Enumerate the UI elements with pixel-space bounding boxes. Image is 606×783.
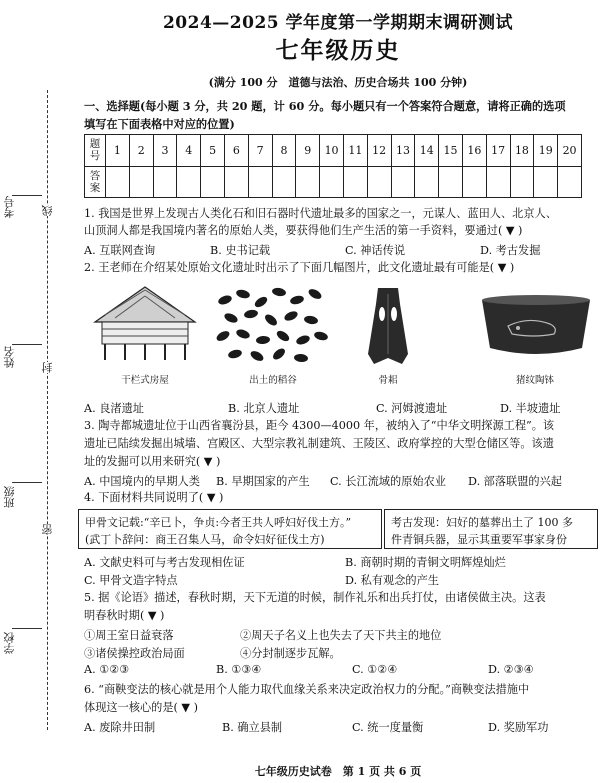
q3-option-a[interactable]: A. 中国境内的早期人类: [84, 475, 200, 488]
qnum-cell: 16: [462, 135, 486, 167]
answer-cell[interactable]: [129, 166, 153, 198]
qnum-cell: 5: [201, 135, 225, 167]
answer-cell[interactable]: [320, 166, 344, 198]
q5-stem-1: 5. 据《论语》描述，春秋时期，天下无道的时候，制作礼乐和出兵打仗，由诸侯做主决。这表: [84, 591, 546, 604]
qnum-cell: 8: [272, 135, 296, 167]
row-label-answer: 答案: [85, 166, 106, 198]
q5-item-2: ②周天子名义上也失去了天下共主的地位: [240, 629, 442, 642]
margin-label-line: 线: [41, 205, 54, 216]
exam-no-blank: [12, 195, 42, 196]
q1-option-a[interactable]: A. 互联网查询: [84, 244, 156, 257]
margin-label-school: 学校: [3, 632, 16, 654]
answer-table-answer-row: [85, 166, 582, 198]
qnum-cell: 1: [106, 135, 130, 167]
rice-grains-image: [213, 282, 333, 366]
qnum-cell: 17: [486, 135, 510, 167]
q4-material-box-1: [78, 509, 382, 549]
answer-cell[interactable]: [177, 166, 201, 198]
answer-table-number-row: [85, 135, 582, 167]
margin-label-secret: 密: [41, 524, 54, 535]
answer-cell[interactable]: [272, 166, 296, 198]
answer-cell[interactable]: [439, 166, 463, 198]
q1-option-c[interactable]: C. 神话传说: [345, 244, 406, 257]
answer-cell[interactable]: [462, 166, 486, 198]
qnum-cell: 10: [320, 135, 344, 167]
answer-cell[interactable]: [343, 166, 367, 198]
q6-option-b[interactable]: B. 确立县制: [222, 721, 283, 734]
answer-cell[interactable]: [296, 166, 320, 198]
caption-bone-spade: 骨耜: [378, 375, 398, 386]
margin-label-exam-no: 考号: [3, 196, 16, 218]
q1-option-b[interactable]: B. 史书记载: [210, 244, 271, 257]
q5-option-b[interactable]: B. ①③④: [216, 663, 262, 676]
answer-cell[interactable]: [201, 166, 225, 198]
answer-cell[interactable]: [534, 166, 558, 198]
q5-item-4: ④分封制逐步瓦解。: [240, 647, 341, 660]
qnum-cell: 6: [224, 135, 248, 167]
caption-rice-grains: 出土的稻谷: [249, 375, 297, 386]
seal-line: [47, 90, 48, 730]
stilt-house-image: [90, 282, 200, 364]
pig-pottery-image: [478, 290, 594, 360]
q5-item-3: ③诸侯操控政治局面: [84, 647, 185, 660]
section-instructions-2: 填写在下面表格中对应的位置): [84, 117, 235, 131]
answer-cell[interactable]: [106, 166, 130, 198]
q3-stem-3: 址的发掘可以用来研究( ▼ ): [84, 455, 221, 468]
qnum-cell: 19: [534, 135, 558, 167]
q6-stem-2: 体现这一核心的是( ▼ ): [84, 701, 198, 714]
q6-option-a[interactable]: A. 废除井田制: [84, 721, 156, 734]
q4-option-b[interactable]: B. 商朝时期的青铜文明辉煌灿烂: [345, 556, 506, 569]
qnum-cell: 12: [367, 135, 391, 167]
exam-note: (满分 100 分 道德与法治、历史合场共 100 分钟): [208, 76, 468, 89]
qnum-cell: 3: [153, 135, 177, 167]
q5-stem-2: 明春秋时期( ▼ ): [84, 609, 165, 622]
q2-option-b[interactable]: B. 北京人遗址: [228, 402, 300, 415]
answer-cell[interactable]: [367, 166, 391, 198]
q4-option-c[interactable]: C. 甲骨文造字特点: [84, 574, 178, 587]
q2-option-d[interactable]: D. 半坡遗址: [500, 402, 561, 415]
exam-title: 2024—2025 学年度第一学期期末调研测试: [162, 13, 514, 33]
q2-stem: 2. 王老师在介绍某处原始文化遗址时出示了下面几幅图片，此文化遗址最有可能是( ▼ ): [84, 261, 515, 274]
qnum-cell: 4: [177, 135, 201, 167]
qnum-cell: 9: [296, 135, 320, 167]
margin-label-seal: 封: [41, 362, 54, 373]
name-blank: [12, 344, 42, 345]
q3-stem-1: 3. 陶寺都城遗址位于山西省襄汾县，距今 4300—4000 年，被纳入了“中华文明探源工程”。该: [84, 419, 555, 432]
subject-title: 七年级历史: [275, 37, 401, 64]
margin-label-class: 班级: [3, 486, 16, 508]
caption-stilt-house: 干栏式房屋: [121, 375, 169, 386]
qnum-cell: 2: [129, 135, 153, 167]
q4-box2-line2: 件青铜兵器，显示其重要军事家身份: [391, 533, 567, 546]
q4-stem: 4. 下面材料共同说明了( ▼ ): [84, 491, 224, 504]
q5-option-d[interactable]: D. ②③④: [488, 663, 534, 676]
answer-cell[interactable]: [391, 166, 415, 198]
qnum-cell: 15: [439, 135, 463, 167]
row-label-question: 题号: [85, 135, 106, 167]
qnum-cell: 20: [558, 135, 582, 167]
answer-cell[interactable]: [415, 166, 439, 198]
answer-cell[interactable]: [486, 166, 510, 198]
q1-stem-1: 1. 我国是世界上发现古人类化石和旧石器时代遗址最多的国家之一，元谋人、蓝田人、北京人、: [84, 207, 557, 220]
page-footer: 七年级历史试卷 第 1 页 共 6 页: [254, 765, 422, 778]
qnum-cell: 18: [510, 135, 534, 167]
answer-cell[interactable]: [224, 166, 248, 198]
section-instructions-1: 一、选择题(每小题 3 分，共 20 题，计 60 分。每小题只有一个答案符合题意，请将正确的选项: [84, 99, 566, 113]
q3-stem-2: 遗址已陆续发掘出城墙、宫殿区、大型宗教礼制建筑、王陵区、政府掌控的大型仓储区等。该遗: [84, 437, 554, 450]
q2-option-c[interactable]: C. 河姆渡遗址: [376, 402, 448, 415]
margin-label-name: 姓名: [3, 346, 16, 368]
q4-option-a[interactable]: A. 文献史料可与考古发现相佐证: [84, 556, 245, 569]
school-blank: [12, 628, 42, 629]
answer-cell[interactable]: [510, 166, 534, 198]
answer-cell[interactable]: [558, 166, 582, 198]
bone-spade-image: [360, 284, 416, 368]
q4-box1-line1: 甲骨文记载:“辛已卜，争贞:今者王共人呼妇好伐土方。”: [85, 516, 352, 529]
q6-stem-1: 6. “商鞅变法的核心就是用个人能力取代血缘关系来决定政治权力的分配。”商鞅变法措施中: [84, 683, 530, 696]
answer-cell[interactable]: [153, 166, 177, 198]
q4-material-box-2: [384, 509, 598, 549]
q4-box2-line1: 考古发现：妇好的墓葬出土了 100 多: [391, 516, 573, 529]
caption-pig-pottery: 猪纹陶钵: [515, 375, 554, 386]
q4-box1-line2: (武丁卜辞问：商王召集人马，命令妇好征伐土方): [85, 533, 325, 546]
q3-option-d[interactable]: D. 部落联盟的兴起: [468, 475, 562, 488]
qnum-cell: 14: [415, 135, 439, 167]
binding-margin: [0, 0, 70, 783]
q3-option-c[interactable]: C. 长江流域的原始农业: [330, 475, 446, 488]
q2-option-a[interactable]: A. 良渚遗址: [84, 402, 144, 415]
answer-cell[interactable]: [248, 166, 272, 198]
q1-option-d[interactable]: D. 考古发掘: [480, 244, 541, 257]
q5-option-a[interactable]: A. ①②③: [84, 663, 130, 676]
q5-item-1: ①周王室日益衰落: [84, 629, 174, 642]
qnum-cell: 7: [248, 135, 272, 167]
class-blank: [12, 482, 42, 483]
q5-option-c[interactable]: C. ①②④: [352, 663, 398, 676]
q3-option-b[interactable]: B. 早期国家的产生: [216, 475, 310, 488]
q1-stem-2: 山顶洞人都是我国境内著名的原始人类，要获得他们生产生活的第一手资料，要通过( ▼ ): [84, 224, 523, 237]
q4-option-d[interactable]: D. 私有观念的产生: [345, 574, 439, 587]
qnum-cell: 13: [391, 135, 415, 167]
answer-table: [84, 134, 582, 198]
qnum-cell: 11: [343, 135, 367, 167]
q6-option-c[interactable]: C. 统一度量衡: [352, 721, 424, 734]
q6-option-d[interactable]: D. 奖励军功: [488, 721, 549, 734]
